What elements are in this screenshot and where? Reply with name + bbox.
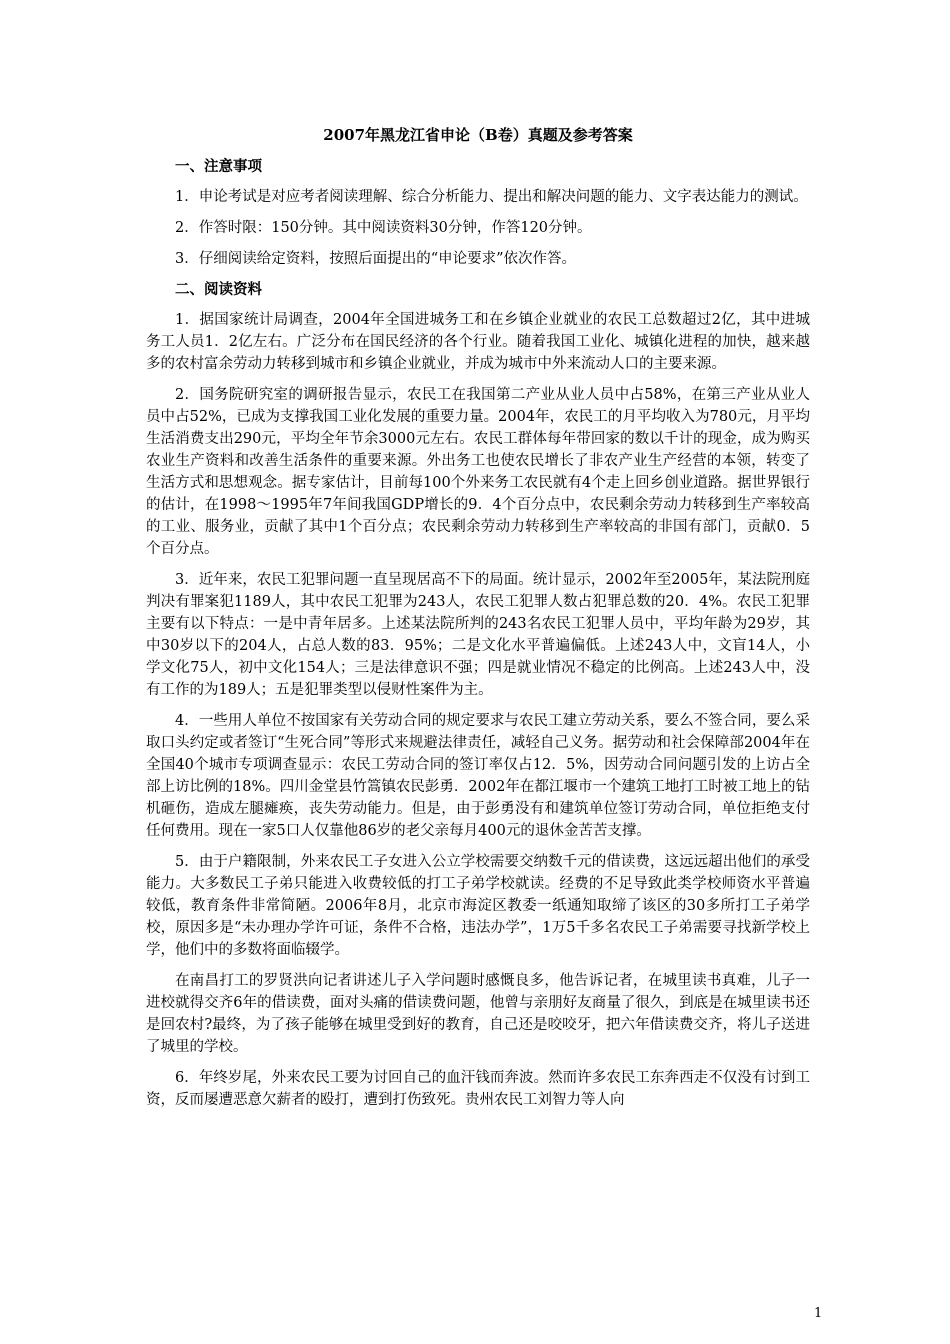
material-paragraph-1: 1．据国家统计局调查，2004年全国进城务工和在乡镇企业就业的农民工总数超过2亿，其中进城务工人员1．2亿左右。广泛分布在国民经济的各个行业。随着我国工业化、城镇化进程的加快，越来越多的农村富余劳动力转移到城市和乡镇企业就业，并成为城市中外来流动人口的主要来源。 — [146, 312, 810, 372]
material-paragraph-6: 6．年终岁尾，外来农民工要为讨回自己的血汗钱而奔波。然而许多农民工东奔西走不仅没有讨到工资，反而屡遭恶意欠薪者的殴打，遭到打伤致死。贵州农民工刘智力等人向 — [146, 1070, 810, 1108]
page-number: 1 — [814, 1306, 823, 1321]
notes-item-2: 2．作答时限：150分钟。其中阅读资料30分钟，作答120分钟。 — [175, 220, 592, 236]
document-title: 2007年黑龙江省申论（B卷）真题及参考答案 — [323, 126, 633, 144]
notes-item-3: 3．仔细阅读给定资料，按照后面提出的“申论要求”依次作答。 — [175, 251, 577, 267]
material-paragraph-5: 5．由于户籍限制，外来农民工子女进入公立学校需要交纳数千元的借读费，这远远超出他们的承受能力。大多数民工子弟只能进入收费较低的打工子弟学校就读。经费的不足导致此类学校师资水平普遍较低，教育条件非常简陋。2006年8月，北京市海淀区教委一纸通知取缔了该区的30多所打工子弟学校，原因多是“未办理办学许可证，条件不合格，违法办学”，1万5千多名农民工子弟需要寻找新学校上学，他们中的多数将面临辍学。 — [146, 854, 810, 958]
material-paragraph-4: 4．一些用人单位不按国家有关劳动合同的规定要求与农民工建立劳动关系，要么不签合同，要么采取口头约定或者签订“生死合同”等形式来规避法律责任，减轻自己义务。据劳动和社会保障部2004年在全国40个城市专项调查显示：农民工劳动合同的签订率仅占12．5%，因劳动合同问题引发的上访占全部上访比例的18%。四川金堂县竹篙镇农民彭勇．2002年在都江堰市一个建筑工地打工时被工地上的钻机砸伤，造成左腿瘫痪，丧失劳动能力。但是，由于彭勇没有和建筑单位签订劳动合同，单位拒绝支付任何费用。现在一家5口人仅靠他86岁的老父亲每月400元的退休金苦苦支撑。 — [146, 713, 810, 839]
section-heading-reading-materials: 二、阅读资料 — [175, 281, 262, 298]
section-heading-notes: 一、注意事项 — [175, 158, 262, 175]
material-paragraph-5-continued: 在南昌打工的罗贤洪向记者讲述儿子入学问题时感慨良多，他告诉记者，在城里读书真难，儿子一进校就得交齐6年的借读费，面对头痛的借读费问题，他曾与亲朋好友商量了很久，到底是在城里读书还是回农村?最终，为了孩子能够在城里受到好的教育，自己还是咬咬牙，把六年借读费交齐，将儿子送进了城里的学校。 — [146, 973, 810, 1055]
document-body — [146, 124, 810, 1120]
notes-item-1: 1．申论考试是对应考者阅读理解、综合分析能力、提出和解决问题的能力、文字表达能力的测试。 — [175, 189, 808, 205]
material-paragraph-2: 2．国务院研究室的调研报告显示，农民工在我国第二产业从业人员中占58%，在第三产业从业人员中占52%，已成为支撑我国工业化发展的重要力量。2004年，农民工的月平均收入为780元，月平均生活消费支出290元，平均全年节余3000元左右。农民工群体每年带回家的数以千计的现金，成为购买农业生产资料和改善生活条件的重要来源。外出务工也使农民增长了非农产业生产经营的本领，转变了生活方式和思想观念。据专家估计，目前每100个外来务工农民就有4个走上回乡创业道路。据世界银行的估计，在1998～1995年7年间我国GDP增长的9．4个百分点中，农民剩余劳动力转移到生产率较高的工业、服务业，贡献了其中1个百分点；农民剩余劳动力转移到生产率较高的非国有部门，贡献0．5个百分点。 — [146, 387, 810, 557]
material-paragraph-3: 3．近年来，农民工犯罪问题一直呈现居高不下的局面。统计显示，2002年至2005年，某法院刑庭判决有罪案犯1189人，其中农民工犯罪为243人，农民工犯罪人数占犯罪总数的20．4%。农民工犯罪主要有以下特点：一是中青年居多。上述某法院所判的243名农民工犯罪人员中，平均年龄为29岁，其中30岁以下的204人，占总人数的83．95%；二是文化水平普遍偏低。上述243人中，文盲14人，小学文化75人，初中文化154人；三是法律意识不强；四是就业情况不稳定的比例高。上述243人中，没有工作的为189人；五是犯罪类型以侵财性案件为主。 — [146, 572, 810, 698]
